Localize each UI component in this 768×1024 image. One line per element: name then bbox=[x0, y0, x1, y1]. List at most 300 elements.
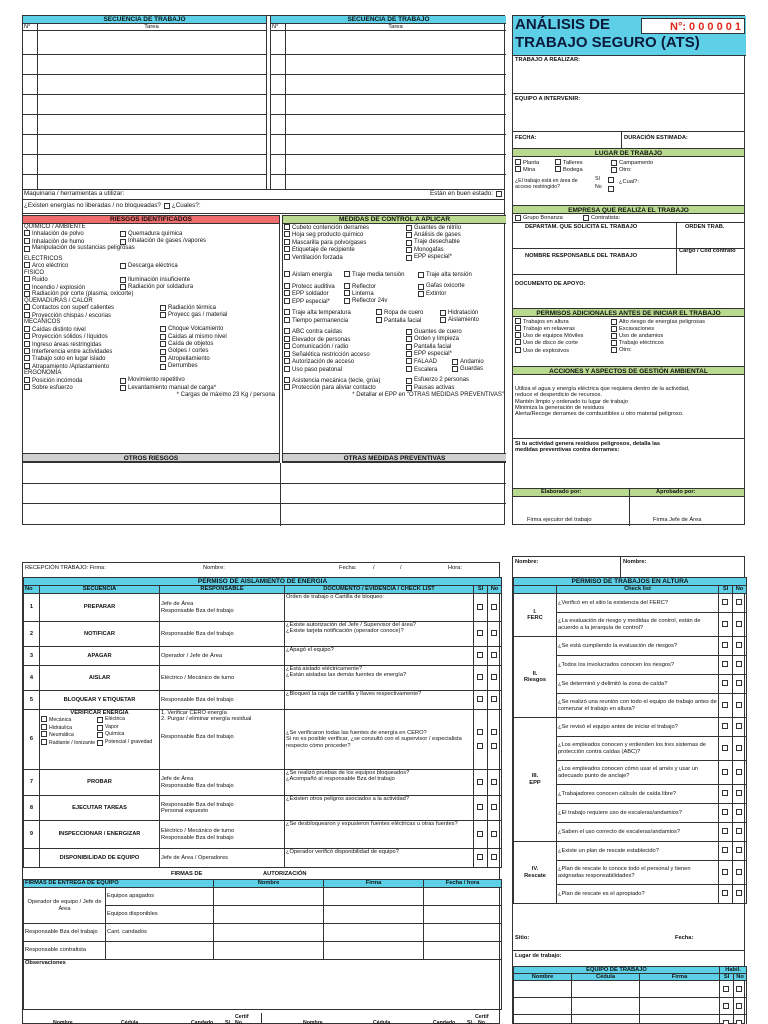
no-label: No bbox=[595, 184, 602, 190]
checkbox[interactable] bbox=[418, 272, 424, 278]
no-checkbox[interactable] bbox=[491, 779, 497, 785]
table-row bbox=[514, 637, 747, 656]
no-checkbox[interactable] bbox=[736, 828, 742, 834]
bottom-candado: Candado bbox=[191, 1020, 214, 1024]
no-checkbox[interactable] bbox=[736, 702, 742, 708]
measure-label: Aislam energía bbox=[292, 272, 333, 279]
no-checkbox[interactable] bbox=[491, 630, 497, 636]
checkbox[interactable] bbox=[284, 351, 290, 357]
measure-label: Asistencia mecánica (tecle, grúa) bbox=[292, 377, 381, 384]
cat-fisico: FISICO bbox=[24, 269, 45, 276]
group-label: III. EPP bbox=[514, 718, 557, 842]
disponibles-label: Equipos disponibles bbox=[106, 906, 214, 924]
col-si: SI bbox=[719, 586, 733, 594]
checkbox[interactable] bbox=[24, 377, 30, 383]
row-documento: ¿Se desbloquearon y expusieron fuentes eléctricas u otras fuentes? bbox=[285, 821, 474, 849]
checkbox[interactable] bbox=[24, 238, 30, 244]
risk-label: Manipulación de sustancias peligrosas bbox=[32, 245, 135, 252]
col-si: SI bbox=[474, 586, 488, 594]
checkbox[interactable] bbox=[452, 359, 458, 365]
checkbox[interactable] bbox=[120, 277, 126, 283]
checkbox[interactable] bbox=[406, 232, 412, 238]
option-label: Campamento bbox=[619, 159, 654, 166]
risk-label: Posición incómoda bbox=[32, 377, 83, 384]
checkbox[interactable] bbox=[160, 305, 166, 311]
checkbox[interactable] bbox=[515, 347, 521, 353]
checkbox[interactable] bbox=[120, 263, 126, 269]
energias-checkbox[interactable] bbox=[164, 203, 170, 209]
no-checkbox[interactable] bbox=[736, 809, 742, 815]
aislamiento-title: PERMISO DE AISLAMIENTO DE ENERGIA bbox=[24, 578, 502, 586]
permiso-label: Uso de disco de corte bbox=[523, 340, 579, 347]
checkbox[interactable] bbox=[611, 167, 617, 173]
no-checkbox[interactable] bbox=[491, 804, 497, 810]
elaborado-label: Elaborado por: bbox=[541, 489, 582, 495]
checkbox[interactable] bbox=[376, 309, 382, 315]
checkbox[interactable] bbox=[284, 328, 290, 334]
checkbox[interactable] bbox=[24, 333, 30, 339]
checkbox[interactable] bbox=[515, 332, 521, 338]
no-checkbox[interactable] bbox=[736, 745, 742, 751]
si-checkbox[interactable] bbox=[477, 743, 483, 749]
checkbox[interactable] bbox=[440, 310, 446, 316]
checkbox[interactable] bbox=[284, 317, 290, 323]
measure-label: Traje desechable bbox=[414, 239, 460, 246]
checkbox[interactable] bbox=[284, 239, 290, 245]
row-responsable: Responsable Bza del trabajo Personal expuesto bbox=[160, 796, 285, 821]
no-checkbox[interactable] bbox=[736, 769, 742, 775]
checkbox[interactable] bbox=[24, 304, 30, 310]
sequence-title: SECUENCIA DE TRABAJO bbox=[271, 16, 506, 24]
no-checkbox[interactable] bbox=[736, 790, 742, 796]
bottom-nombre: Nombre bbox=[303, 1020, 323, 1024]
col-cedula: Cédula bbox=[572, 974, 640, 981]
checkbox[interactable] bbox=[406, 378, 412, 384]
si-checkbox[interactable] bbox=[477, 674, 483, 680]
row-responsable: Jefe de Área / Operadores bbox=[160, 849, 285, 868]
checkbox[interactable] bbox=[406, 366, 412, 372]
si-checkbox[interactable] bbox=[477, 729, 483, 735]
checkbox[interactable] bbox=[284, 358, 290, 364]
checkbox[interactable] bbox=[406, 247, 412, 253]
group-label: II. Riesgos bbox=[514, 637, 557, 718]
autorizacion-label: AUTORIZACIÓN bbox=[263, 871, 307, 877]
checkbox[interactable] bbox=[24, 284, 30, 290]
checkbox[interactable] bbox=[24, 355, 30, 361]
row-documento: ¿Está aislado eléctricamente? ¿Están aisladas las demás fuentes de energía? bbox=[285, 666, 474, 691]
no-checkbox[interactable] bbox=[736, 890, 742, 896]
equipo-table bbox=[513, 966, 747, 1024]
permiso-label: Otro: bbox=[619, 347, 632, 354]
measure-label: EPP especial* bbox=[414, 254, 452, 261]
si-checkbox[interactable] bbox=[477, 779, 483, 785]
checkbox[interactable] bbox=[120, 239, 126, 245]
bottom-candado: Candado bbox=[433, 1020, 456, 1024]
checkbox[interactable] bbox=[284, 224, 290, 230]
checkbox[interactable] bbox=[97, 732, 103, 738]
checkbox[interactable] bbox=[120, 284, 126, 290]
checkbox[interactable] bbox=[24, 230, 30, 236]
check-item: ¿Se revisó el equipo antes de iniciar el trabajo? bbox=[557, 718, 719, 737]
table-row bbox=[24, 594, 502, 622]
no-checkbox[interactable] bbox=[491, 831, 497, 837]
checkbox[interactable] bbox=[41, 739, 47, 745]
measure-label: Señalética restricción acceso bbox=[292, 351, 370, 358]
row-responsable: Responsable Bza del trabajo bbox=[160, 691, 285, 710]
risk-label: Derrumbes bbox=[168, 363, 198, 370]
check-item: ¿Plan de rescate lo conoce todo el personal y tienen asignadas responsabilidades? bbox=[557, 861, 719, 885]
si-checkbox[interactable] bbox=[477, 831, 483, 837]
ats-left-panel bbox=[22, 15, 505, 525]
si-checkbox[interactable] bbox=[722, 661, 728, 667]
row-documento: ¿Apagó el equipo? bbox=[285, 647, 474, 666]
checkbox[interactable] bbox=[41, 731, 47, 737]
si-checkbox[interactable] bbox=[477, 696, 483, 702]
measure-label: Pantalla facial bbox=[414, 343, 452, 350]
no-checkbox[interactable] bbox=[491, 696, 497, 702]
checkbox[interactable] bbox=[160, 356, 166, 362]
checkbox[interactable] bbox=[160, 334, 166, 340]
checkbox[interactable] bbox=[97, 740, 103, 746]
risk-label: Caída de objetos bbox=[168, 341, 214, 347]
checkbox[interactable] bbox=[611, 340, 617, 346]
table-row bbox=[24, 770, 502, 796]
no-checkbox[interactable] bbox=[491, 854, 497, 860]
checkbox[interactable] bbox=[24, 312, 30, 318]
col-nombre: Nombre bbox=[214, 880, 324, 888]
checkbox[interactable] bbox=[406, 344, 412, 350]
no-checkbox[interactable] bbox=[736, 869, 742, 875]
fecha-label: FECHA: bbox=[515, 135, 537, 141]
nombre-resp-label: NOMBRE RESPONSABLE DEL TRABAJO bbox=[525, 253, 638, 259]
altura-title: PERMISO DE TRABAJOS EN ALTURA bbox=[514, 578, 747, 586]
checkbox[interactable] bbox=[555, 159, 561, 165]
hora-label: Hora: bbox=[448, 565, 462, 571]
checkbox[interactable] bbox=[160, 312, 166, 318]
checkbox[interactable] bbox=[736, 986, 742, 992]
row-number: 3 bbox=[24, 647, 40, 666]
no-checkbox[interactable] bbox=[491, 604, 497, 610]
measure-label: Traje alta tensión bbox=[426, 271, 472, 278]
cat-electricos: ELECTRICOS bbox=[24, 255, 63, 262]
grupo-label: Grupo Bonanza bbox=[523, 215, 563, 221]
checkbox[interactable] bbox=[611, 160, 617, 166]
no-checkbox[interactable] bbox=[736, 680, 742, 686]
measure-label: EPP soldador bbox=[292, 291, 329, 298]
si-checkbox[interactable] bbox=[722, 642, 728, 648]
checkbox[interactable] bbox=[24, 348, 30, 354]
checkbox[interactable] bbox=[515, 166, 521, 172]
bottom-si: SI bbox=[467, 1020, 472, 1024]
measure-label: Etiquetaje de recipiente bbox=[292, 247, 355, 254]
si-checkbox[interactable] bbox=[722, 890, 728, 896]
si-checkbox[interactable] bbox=[722, 723, 728, 729]
checkbox[interactable] bbox=[406, 225, 412, 231]
no-checkbox[interactable] bbox=[736, 661, 742, 667]
contratista-checkbox[interactable] bbox=[583, 215, 589, 221]
amb-line: Minimiza la generación de residuos bbox=[515, 404, 605, 411]
checkbox[interactable] bbox=[406, 351, 412, 357]
checkbox[interactable] bbox=[440, 317, 446, 323]
measure-label: Protecc auditiva bbox=[292, 283, 335, 290]
row-documento: ¿Existen otros peligros asociados a la actividad? bbox=[285, 796, 474, 821]
row-sequence: DISPONIBILIDAD DE EQUIPO bbox=[40, 849, 160, 868]
measure-label: Orden y limpieza bbox=[414, 336, 460, 343]
no-checkbox[interactable] bbox=[736, 723, 742, 729]
table-row bbox=[514, 842, 747, 861]
checkbox[interactable] bbox=[284, 246, 290, 252]
si-checkbox[interactable] bbox=[477, 604, 483, 610]
si-checkbox[interactable] bbox=[477, 854, 483, 860]
measure-label: EPP especial* bbox=[414, 351, 452, 358]
si-checkbox[interactable] bbox=[722, 599, 728, 605]
energy-label: Mecánica bbox=[49, 717, 72, 724]
checkbox[interactable] bbox=[284, 290, 290, 296]
lugar-title: LUGAR DE TRABAJO bbox=[513, 148, 744, 157]
col-no: No bbox=[733, 586, 747, 594]
row-sequence: PROBAR bbox=[40, 770, 160, 796]
checkbox[interactable] bbox=[515, 318, 521, 324]
cat-ergonomia: ERGONOMÍA bbox=[24, 370, 62, 377]
row-responsable: Jefe de Área Responsable Bza del trabajo bbox=[160, 594, 285, 622]
aislamiento-table bbox=[23, 577, 502, 868]
measure-label: Mascarilla para polvo/gases bbox=[292, 239, 367, 246]
row-responsable: Operador / Jefe de Área bbox=[160, 647, 285, 666]
contratista-label: Contratista: bbox=[591, 215, 621, 221]
risk-label: Descarga eléctrica bbox=[128, 262, 178, 269]
checkbox[interactable] bbox=[284, 384, 290, 390]
checkbox[interactable] bbox=[611, 319, 617, 325]
checkbox[interactable] bbox=[97, 725, 103, 731]
si-checkbox[interactable] bbox=[722, 769, 728, 775]
buen-estado-label: Están en buen estado: bbox=[429, 189, 493, 197]
buen-estado-checkbox[interactable] bbox=[496, 191, 502, 197]
checkbox[interactable] bbox=[344, 271, 350, 277]
checkbox[interactable] bbox=[284, 309, 290, 315]
checkbox[interactable] bbox=[160, 349, 166, 355]
checkbox[interactable] bbox=[611, 333, 617, 339]
residuos-line: Si tu actividad genera residuos peligrosos, detalla las bbox=[515, 441, 661, 447]
checkbox[interactable] bbox=[284, 366, 290, 372]
ats-title-line2: TRABAJO SEGURO (ATS) bbox=[515, 34, 700, 51]
checkbox[interactable] bbox=[611, 347, 617, 353]
checkbox[interactable] bbox=[452, 366, 458, 372]
checkbox[interactable] bbox=[120, 231, 126, 237]
permiso-label: Excavaciones bbox=[619, 325, 655, 332]
no-checkbox[interactable] bbox=[736, 599, 742, 605]
risk-label: Contactos con superf calientes bbox=[32, 305, 115, 312]
checkbox[interactable] bbox=[611, 326, 617, 332]
amb-line: Mantén limpio y ordenado tu lugar de trabajo bbox=[515, 398, 628, 405]
departam-label: DEPARTAM. QUE SOLICITA EL TRABAJO bbox=[525, 224, 638, 230]
checkbox[interactable] bbox=[406, 329, 412, 335]
risk-label: Radiación térmica bbox=[168, 304, 217, 311]
si-checkbox[interactable] bbox=[722, 621, 728, 627]
riesgos-panel bbox=[23, 215, 280, 463]
measure-label: EPP especial* bbox=[292, 298, 330, 305]
risk-label: Radiación por soldadura bbox=[128, 284, 194, 291]
si-checkbox[interactable] bbox=[722, 869, 728, 875]
equipo-title: EQUIPO DE TRABAJO bbox=[514, 967, 720, 974]
no-checkbox[interactable] bbox=[491, 743, 497, 749]
checkbox[interactable] bbox=[24, 341, 30, 347]
sitio-label: Sitio: bbox=[515, 935, 530, 941]
no-checkbox[interactable] bbox=[736, 642, 742, 648]
check-item: ¿Verificó en el sitio la existencia del FERC? bbox=[557, 594, 719, 613]
check-item: ¿El trabajo requiere uso de escaleras/andamios? bbox=[557, 804, 719, 823]
checkbox[interactable] bbox=[555, 166, 561, 172]
checkbox[interactable] bbox=[406, 336, 412, 342]
checkbox[interactable] bbox=[418, 284, 424, 290]
risk-label: Incendio / explosión bbox=[32, 284, 86, 291]
ats-form-panel bbox=[512, 15, 745, 525]
energy-label: Neumática bbox=[49, 732, 74, 739]
check-item: ¿Los empleados conocen cómo usar el arnés y usar un adecuado punto de anclaje? bbox=[557, 761, 719, 785]
checkbox[interactable] bbox=[41, 724, 47, 730]
cargas-note: * Cargas de máximo 23 Kg / persona bbox=[176, 391, 275, 398]
checkbox[interactable] bbox=[284, 377, 290, 383]
lugar-label: Lugar de trabajo: bbox=[515, 953, 562, 959]
checkbox[interactable] bbox=[160, 341, 166, 347]
permiso-label: Trabajo en relaveras bbox=[523, 326, 575, 333]
si-label: SI bbox=[595, 176, 600, 182]
si-checkbox[interactable] bbox=[477, 652, 483, 658]
permiso-label: Uso de explosivos bbox=[523, 347, 570, 354]
checkbox[interactable] bbox=[736, 1003, 742, 1009]
checkbox[interactable] bbox=[41, 716, 47, 722]
checkbox[interactable] bbox=[344, 298, 350, 304]
measure-label: FALAAD bbox=[414, 359, 438, 366]
no-checkbox[interactable] bbox=[491, 652, 497, 658]
si-checkbox[interactable] bbox=[722, 828, 728, 834]
si-checkbox[interactable] bbox=[722, 745, 728, 751]
col-check: Check list bbox=[557, 586, 719, 594]
col-documento: DOCUMENTO / EVIDENCIA / CHECK LIST bbox=[285, 586, 474, 594]
bottom-no: No bbox=[478, 1020, 485, 1024]
si-checkbox[interactable] bbox=[722, 702, 728, 708]
table-row bbox=[24, 821, 502, 849]
checkbox[interactable] bbox=[284, 336, 290, 342]
option-label: Mina bbox=[523, 167, 536, 174]
checkbox[interactable] bbox=[120, 378, 126, 384]
restringido-si-checkbox[interactable] bbox=[608, 177, 614, 183]
table-row bbox=[24, 622, 502, 647]
si-checkbox[interactable] bbox=[722, 809, 728, 815]
measure-label: Ropa de cuero bbox=[384, 310, 424, 317]
checkbox[interactable] bbox=[24, 291, 30, 297]
fecha-label: Fecha: bbox=[675, 935, 694, 941]
bottom-no: No bbox=[235, 1020, 242, 1024]
row-responsable: Eléctrico / Mecánico de turno bbox=[160, 666, 285, 691]
checkbox[interactable] bbox=[120, 385, 126, 391]
energy-label: Química bbox=[105, 731, 125, 738]
checkbox[interactable] bbox=[406, 358, 412, 364]
col-firma: Firma bbox=[324, 880, 424, 888]
checkbox[interactable] bbox=[284, 283, 290, 289]
cuales-label: ¿Cuales?: bbox=[171, 201, 201, 209]
no-checkbox[interactable] bbox=[491, 729, 497, 735]
checkbox[interactable] bbox=[24, 276, 30, 282]
bottom-cedula: Cédula bbox=[373, 1020, 391, 1024]
measure-label: Elevador de personas bbox=[292, 336, 351, 343]
energias-label: ¿Existen energías no liberadas / no bloqueadas? bbox=[24, 201, 161, 209]
no-checkbox[interactable] bbox=[736, 621, 742, 627]
risk-label: Choque Volcamiento bbox=[168, 326, 224, 333]
check-item: ¿Saben el uso correcto de escaleras/andamios? bbox=[557, 823, 719, 842]
resp-bza-label: Responsable Bza del trabajo bbox=[24, 924, 106, 942]
fecha-label: Fecha: bbox=[339, 565, 357, 571]
checkbox[interactable] bbox=[344, 283, 350, 289]
checkbox[interactable] bbox=[284, 254, 290, 260]
checkbox[interactable] bbox=[24, 326, 30, 332]
measure-label: Protección para aliviar contacto bbox=[292, 385, 376, 392]
restringido-no-checkbox[interactable] bbox=[608, 186, 614, 192]
no-checkbox[interactable] bbox=[736, 847, 742, 853]
checkbox[interactable] bbox=[376, 317, 382, 323]
checkbox[interactable] bbox=[24, 246, 30, 252]
si-checkbox[interactable] bbox=[722, 847, 728, 853]
checkbox[interactable] bbox=[515, 159, 521, 165]
col-n-header: N° bbox=[272, 23, 279, 30]
table-row bbox=[24, 691, 502, 710]
risk-label: Levantamiento manual de carga* bbox=[128, 384, 217, 391]
si-checkbox[interactable] bbox=[477, 804, 483, 810]
no-checkbox[interactable] bbox=[491, 674, 497, 680]
measure-label: Linterna bbox=[352, 291, 374, 298]
option-label: Bodega bbox=[563, 167, 583, 174]
trabajo-label: TRABAJO A REALIZAR: bbox=[515, 57, 580, 63]
row-sequence: NOTIFICAR bbox=[40, 622, 160, 647]
checkbox[interactable] bbox=[24, 363, 30, 369]
checkbox[interactable] bbox=[515, 325, 521, 331]
col-no: No bbox=[734, 974, 747, 981]
checkbox[interactable] bbox=[406, 240, 412, 246]
amb-line: reduce el desperdicio de recursos. bbox=[515, 392, 602, 399]
risk-label: Ingreso áreas restringidas bbox=[32, 341, 102, 348]
checkbox[interactable] bbox=[24, 262, 30, 268]
checkbox[interactable] bbox=[723, 1020, 729, 1024]
checkbox[interactable] bbox=[160, 364, 166, 370]
grupo-checkbox[interactable] bbox=[515, 215, 521, 221]
checkbox[interactable] bbox=[284, 343, 290, 349]
checkbox[interactable] bbox=[344, 290, 350, 296]
checkbox[interactable] bbox=[406, 385, 412, 391]
checkbox[interactable] bbox=[284, 298, 290, 304]
checkbox[interactable] bbox=[723, 1003, 729, 1009]
checkbox[interactable] bbox=[97, 717, 103, 723]
checkbox[interactable] bbox=[418, 291, 424, 297]
checkbox[interactable] bbox=[736, 1020, 742, 1024]
row-number: 5 bbox=[24, 691, 40, 710]
acciones-title: ACCIONES Y ASPECTOS DE GESTIÓN AMBIENTAL bbox=[513, 366, 744, 375]
check-item: ¿Trabajadores conocen cálculo de caída libre? bbox=[557, 785, 719, 804]
checkbox[interactable] bbox=[723, 986, 729, 992]
si-checkbox[interactable] bbox=[722, 790, 728, 796]
checkbox[interactable] bbox=[24, 384, 30, 390]
si-checkbox[interactable] bbox=[722, 680, 728, 686]
checkbox[interactable] bbox=[160, 326, 166, 332]
checkbox[interactable] bbox=[284, 231, 290, 237]
measure-label: Monogafas bbox=[414, 246, 444, 253]
row-number: 8 bbox=[24, 796, 40, 821]
checkbox[interactable] bbox=[515, 339, 521, 345]
si-checkbox[interactable] bbox=[477, 630, 483, 636]
col-si: SI bbox=[720, 974, 734, 981]
firma-ejecutor-label: Firma ejecutor del trabajo bbox=[527, 517, 592, 523]
checkbox[interactable] bbox=[406, 255, 412, 261]
permisos-title: PERMISOS ADICIONALES ANTES DE INICIAR EL TRABAJO bbox=[513, 308, 744, 317]
checkbox[interactable] bbox=[284, 271, 290, 277]
